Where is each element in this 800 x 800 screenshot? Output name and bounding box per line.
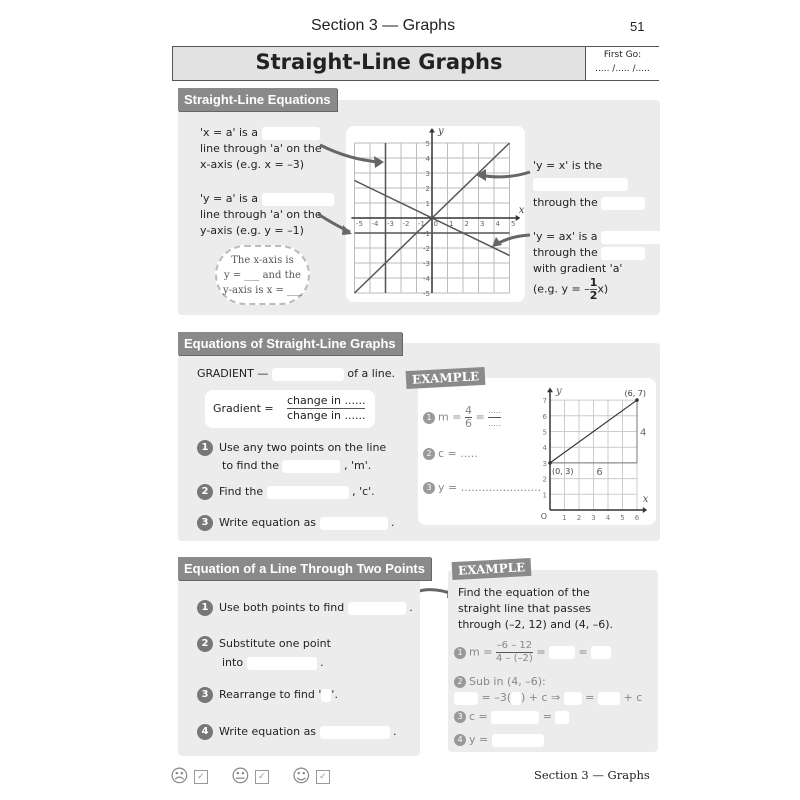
y-axis-arrow <box>429 128 435 133</box>
step-number: 2 <box>423 448 435 460</box>
formula-label: Gradient = <box>213 402 274 415</box>
example3-step4 <box>454 732 544 748</box>
s3-step-2 <box>197 634 331 672</box>
step-text: , 'c'. <box>352 485 375 498</box>
text: = <box>542 710 552 723</box>
step-number: 3 <box>197 515 213 531</box>
point-label: (0, 3) <box>552 466 574 476</box>
step-number: 2 <box>197 636 213 652</box>
y-tick-label: 7 <box>542 397 547 406</box>
denominator: change in ...... <box>287 409 366 422</box>
x-tick-label: -1 <box>418 220 425 228</box>
step-text: Write equation as <box>219 725 317 738</box>
x-equals-a-text <box>200 125 322 173</box>
example2-step1 <box>423 405 501 430</box>
y-tick-label: 1 <box>542 491 547 500</box>
y-tick-label: 5 <box>542 428 547 437</box>
y-axis-arrow <box>547 388 553 393</box>
text-line: of a line. <box>347 367 396 380</box>
y-tick-label: 4 <box>425 155 430 163</box>
blank <box>282 460 340 473</box>
step-3 <box>197 515 395 531</box>
origin-label: O <box>540 512 547 521</box>
s3-step-3 <box>197 687 338 703</box>
x-axis-label: x <box>642 494 649 505</box>
text-line: with gradient 'a' <box>533 262 623 275</box>
y-tick-label: -4 <box>423 275 430 283</box>
step-text: '. <box>331 688 338 701</box>
example3-step2 <box>454 674 642 706</box>
step-number: 3 <box>454 711 466 723</box>
text-line: 'y = a' is a <box>200 192 259 205</box>
section1-heading: Straight-Line Equations <box>178 88 337 111</box>
fraction <box>496 640 533 665</box>
first-go-box <box>585 47 659 80</box>
y-equals-a-text <box>200 191 334 239</box>
text: = <box>536 645 546 659</box>
text-line: straight line that passes <box>458 602 591 615</box>
y-tick-label: -2 <box>423 245 430 253</box>
numerator: 4 <box>464 404 472 417</box>
happy-face-icon: ☺ <box>291 766 311 787</box>
blank <box>262 127 320 140</box>
denominator: 2 <box>589 289 598 302</box>
text-line: line through 'a' on the <box>200 142 322 155</box>
bubble-line: y-axis is x = ___ <box>222 285 303 296</box>
x-tick-label: 0 <box>433 220 438 228</box>
checkbox-neutral[interactable]: ✓ <box>255 770 269 784</box>
step-number: 1 <box>454 647 466 659</box>
x-tick-label: -4 <box>371 220 379 228</box>
blank <box>321 689 331 702</box>
step-text: Write equation as <box>219 516 317 529</box>
step-text: . <box>409 601 413 614</box>
y-tick-label: 3 <box>425 170 430 178</box>
step-text: . <box>320 656 324 669</box>
text: = <box>578 645 588 659</box>
numerator: –6 – 12 <box>496 640 533 651</box>
rise-label: 4 <box>640 427 647 439</box>
self-assessment <box>170 766 330 787</box>
x-axis-arrow <box>643 507 647 513</box>
step-text: Substitute one point <box>219 637 331 650</box>
blank <box>598 692 620 705</box>
text-line: y-axis (e.g. y = –1) <box>200 224 304 237</box>
denominator: 4 – (–2) <box>495 653 533 664</box>
x-tick-label: 2 <box>576 514 582 522</box>
x-tick-label: 6 <box>634 514 640 522</box>
example3-step1 <box>454 640 611 665</box>
y-axis-label: y <box>438 126 444 137</box>
text: m = <box>438 410 462 424</box>
first-go-label: First Go: <box>603 50 642 60</box>
checkbox-sad[interactable]: ✓ <box>194 770 208 784</box>
gradient-formula-card <box>205 390 375 428</box>
y-tick-label: 2 <box>542 475 547 484</box>
text: = <box>585 691 595 704</box>
blank <box>491 711 539 724</box>
step-text: , 'm'. <box>343 459 372 472</box>
text: Sub in (4, –6): <box>469 675 546 688</box>
graph2 <box>534 380 654 525</box>
text-line: Find the equation of the <box>458 586 590 599</box>
step-number: 4 <box>454 734 466 746</box>
step-2 <box>197 484 375 500</box>
step-number: 2 <box>197 484 213 500</box>
text: = –3( <box>481 691 512 704</box>
blank <box>601 197 645 210</box>
blank <box>267 486 349 499</box>
section-header: Section 3 — Graphs <box>311 17 456 34</box>
text-line: GRADIENT — <box>197 367 269 380</box>
text: ) + c ⇒ <box>521 691 561 704</box>
fraction <box>465 405 472 430</box>
y-tick-label: 5 <box>425 140 430 148</box>
numerator: change in ...... <box>287 394 366 407</box>
axis-bubble <box>215 245 310 305</box>
text-line: x-axis (e.g. x = –3) <box>200 158 305 171</box>
step-text: . <box>391 516 395 529</box>
step-text: Use any two points on the line <box>219 441 387 454</box>
x-tick-label: 3 <box>480 220 485 228</box>
blank <box>564 692 582 705</box>
text: + c <box>623 691 643 704</box>
denominator: 6 <box>464 417 472 430</box>
text-line: x) <box>597 282 609 296</box>
blank <box>320 726 390 739</box>
blank <box>591 646 611 659</box>
text-line: line through 'a' on the <box>200 208 322 221</box>
x-tick-label: 4 <box>605 514 611 522</box>
sad-face-icon: ☹ <box>170 766 189 787</box>
point-0-3 <box>548 461 552 465</box>
step-number: 3 <box>197 687 213 703</box>
blank <box>320 517 388 530</box>
text-line: through (–2, 12) and (4, –6). <box>458 618 614 631</box>
blank <box>601 231 661 244</box>
step-text: Use both points to find <box>219 601 345 614</box>
x-tick-label: 3 <box>591 514 596 522</box>
bubble-line: The x-axis is <box>231 255 294 266</box>
text-line: (e.g. y = – <box>533 282 590 296</box>
example3-question <box>458 585 613 633</box>
y-equals-x-text <box>533 158 645 211</box>
step-number: 1 <box>423 412 435 424</box>
numerator: 1 <box>589 276 598 289</box>
step-number: 3 <box>423 482 435 494</box>
step-number: 1 <box>197 600 213 616</box>
blank <box>272 368 344 381</box>
text: y = <box>469 733 489 746</box>
text-line: through the <box>533 196 598 209</box>
y-equals-ax-text <box>533 229 661 302</box>
x-tick-label: -2 <box>402 220 410 228</box>
bubble-line: y = ___ and the <box>224 270 301 281</box>
x-tick-label: 4 <box>495 220 500 228</box>
s3-step-1 <box>197 600 413 616</box>
x-tick-label: -5 <box>356 220 363 228</box>
x-tick-label: 2 <box>464 220 469 228</box>
x-tick-label: -3 <box>387 220 394 228</box>
title-box <box>172 46 659 81</box>
x-tick-label: 5 <box>620 514 625 522</box>
blank <box>247 657 317 670</box>
x-tick-label: 1 <box>562 514 567 522</box>
y-axis-label: y <box>556 385 562 397</box>
fraction <box>488 405 501 430</box>
text: y = ....................... <box>438 481 542 494</box>
page-title: Straight-Line Graphs <box>255 50 503 74</box>
example2-step2 <box>423 446 478 462</box>
step-text: Find the <box>219 485 264 498</box>
blank <box>262 193 334 206</box>
blank <box>454 692 478 705</box>
step-number: 4 <box>197 724 213 740</box>
blank <box>511 692 521 705</box>
gradient-definition <box>197 366 395 382</box>
step-number: 2 <box>454 676 466 688</box>
text: m = <box>469 645 493 659</box>
point-6-7 <box>635 398 639 402</box>
run-label: 6 <box>596 466 603 478</box>
point-label: (6, 7) <box>624 389 647 399</box>
section2-heading: Equations of Straight-Line Graphs <box>178 332 402 355</box>
neutral-face-icon: 😐 <box>230 766 250 787</box>
page-number: 51 <box>630 19 645 34</box>
y-tick-label: 1 <box>425 200 430 208</box>
step-text: Rearrange to find ' <box>219 688 322 701</box>
x-tick-label: 5 <box>511 220 516 228</box>
example-tag: EXAMPLE <box>406 367 486 389</box>
denominator: ..... <box>488 419 501 428</box>
section3-heading: Equation of a Line Through Two Points <box>178 557 431 580</box>
step-1 <box>197 439 386 475</box>
step-text: to find the <box>222 459 279 472</box>
footer-section: Section 3 — Graphs <box>534 768 650 782</box>
example2-step3 <box>423 480 541 496</box>
blank <box>348 602 406 615</box>
text-line: through the <box>533 246 598 259</box>
y-tick-label: -3 <box>423 260 430 268</box>
text: c = ..... <box>438 447 478 460</box>
formula-fraction <box>287 394 365 423</box>
y-tick-label: -5 <box>423 290 430 298</box>
step-text: into <box>222 656 244 669</box>
y-tick-label: 4 <box>542 444 547 453</box>
first-go-date[interactable]: ..... /..... /..... <box>595 64 650 74</box>
checkbox-happy[interactable]: ✓ <box>316 770 330 784</box>
example-tag: EXAMPLE <box>452 558 532 580</box>
x-tick-label: 1 <box>449 220 454 228</box>
step-number: 1 <box>197 440 213 456</box>
blank <box>533 178 628 191</box>
text-line: 'y = ax' is a <box>533 230 598 243</box>
y-tick-label: 6 <box>542 412 547 421</box>
blank <box>549 646 575 659</box>
x-axis-label: x <box>518 205 525 216</box>
blank <box>555 711 569 724</box>
text-line: 'y = x' is the <box>533 159 603 172</box>
step-text: . <box>393 725 397 738</box>
numerator: ..... <box>488 405 501 418</box>
graph1 <box>340 120 530 310</box>
blank <box>601 247 645 260</box>
text: = <box>475 410 485 424</box>
y-tick-label: 3 <box>542 459 547 468</box>
y-tick-label: -1 <box>423 230 430 238</box>
text: c = <box>469 710 488 723</box>
s3-step-4 <box>197 724 397 740</box>
y-tick-label: 2 <box>425 185 430 193</box>
example3-step3 <box>454 709 569 725</box>
blank <box>492 734 544 747</box>
text-line: 'x = a' is a <box>200 126 259 139</box>
